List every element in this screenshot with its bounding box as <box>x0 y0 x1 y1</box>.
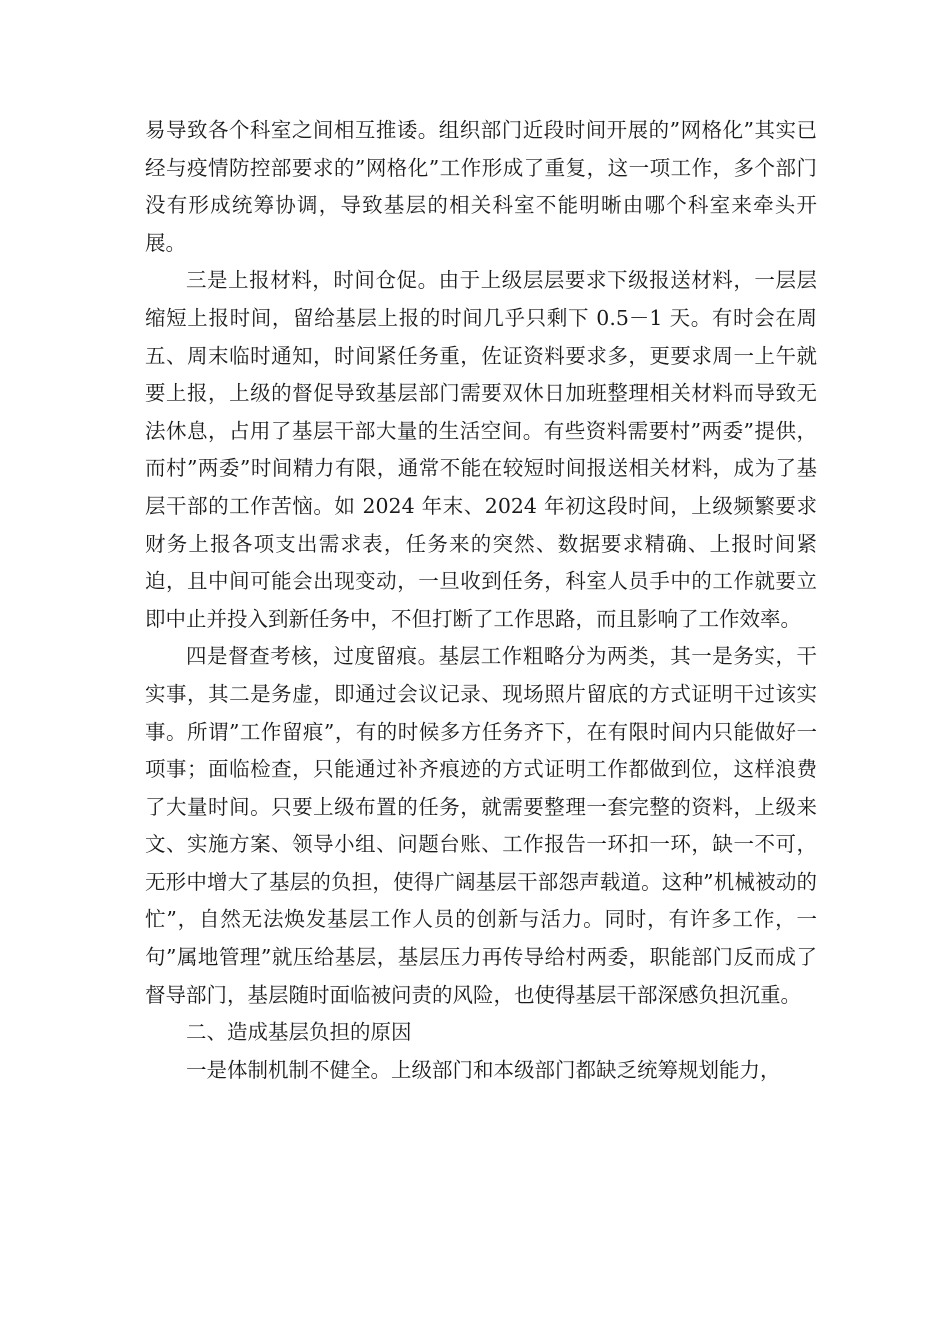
paragraph-reporting-materials: 三是上报材料，时间仓促。由于上级层层要求下级报送材料，一层层缩短上报时间，留给基层上报的时间几乎只剩下 0.5－1 天。有时会在周五、周末临时通知，时间紧任务重，佐证资料要求多，更要求周一上午就要上报，上级的督促导致基层部门需要双休日加班整理相关材料而导致无法休息，占用了基层干部大量的生活空间。有些资料需要村”两委”提供，而村”两委”时间精力有限，通常不能在较短时间报送相关材料，成为了基层干部的工作苦恼。如 2024 年末、2024 年初这段时间，上级频繁要求财务上报各项支出需求表，任务来的突然、数据要求精确、上报时间紧迫，且中间可能会出现变动，一旦收到任务，科室人员手中的工作就要立即中止并投入到新任务中，不但打断了工作思路，而且影响了工作效率。 <box>145 268 817 631</box>
paragraph-inspection-assessment: 四是督查考核，过度留痕。基层工作粗略分为两类，其一是务实，干实事，其二是务虚，即通过会议记录、现场照片留底的方式证明干过该实事。所谓”工作留痕”，有的时候多方任务齐下，在有限时间内只能做好一项事；面临检查，只能通过补齐痕迹的方式证明工作都做到位，这样浪费了大量时间。只要上级布置的任务，就需要整理一套完整的资料，上级来文、实施方案、领导小组、问题台账、工作报告一环扣一环，缺一不可，无形中增大了基层的负担，使得广阔基层干部怨声载道。这种”机械被动的忙”，自然无法焕发基层工作人员的创新与活力。同时，有许多工作，一句”属地管理”就压给基层，基层压力再传导给村两委，职能部门反而成了督导部门，基层随时面临被问责的风险，也使得基层干部深感负担沉重。 <box>145 644 817 1007</box>
paragraph-institutional-mechanism: 一是体制机制不健全。上级部门和本级部门都缺乏统筹规划能力， <box>186 1057 781 1082</box>
section-heading-causes: 二、造成基层负担的原因 <box>186 1020 412 1045</box>
paragraph-continuation: 易导致各个科室之间相互推诿。组织部门近段时间开展的”网格化”其实已经与疫情防控部要求的”网格化”工作形成了重复，这一项工作，多个部门没有形成统筹协调，导致基层的相关科室不能明晰由哪个科室来牵头开展。 <box>145 118 817 255</box>
document-page <box>145 112 817 1089</box>
